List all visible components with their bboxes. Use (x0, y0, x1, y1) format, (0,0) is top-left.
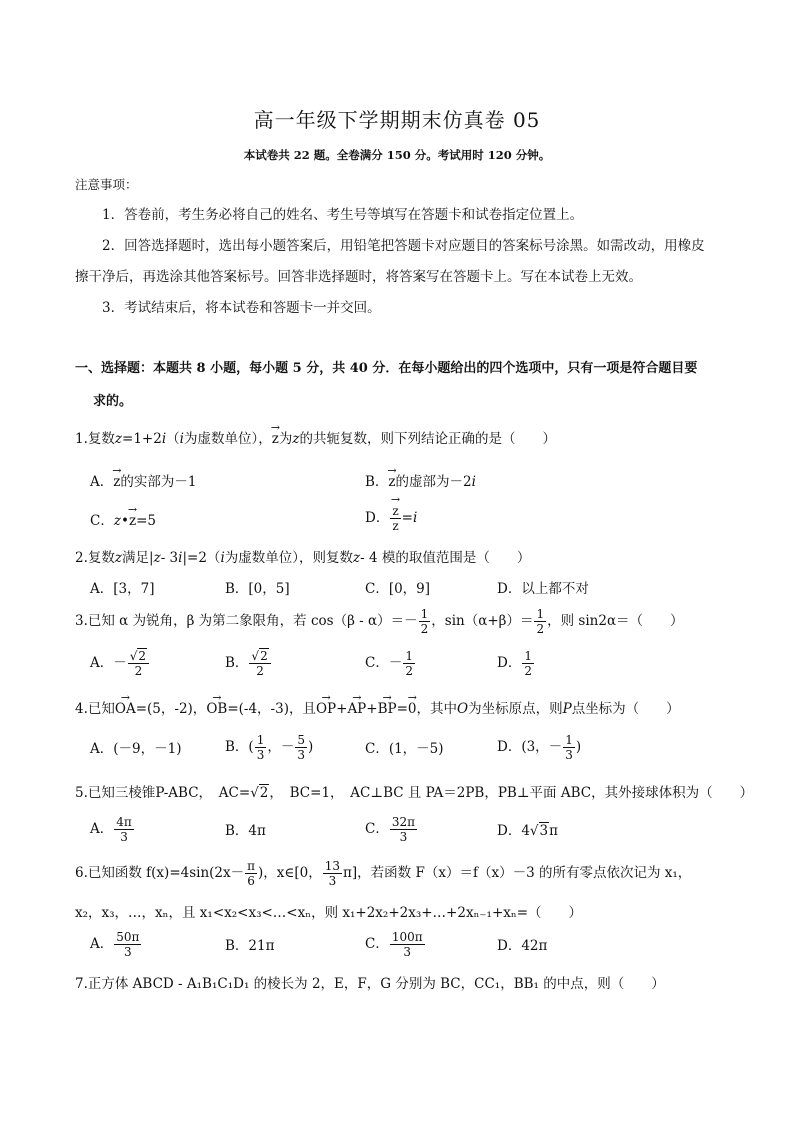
option-b: B．4π (225, 823, 266, 839)
option-d: D．42π (497, 938, 548, 954)
option-d: D．(3，－ $\frac{1}{3}$ ) (497, 733, 582, 762)
exam-info: 本试卷共 22 题。全卷满分 150 分。考试用时 120 分钟。 (243, 148, 551, 162)
option-b: B． $\frac{√2}{2}$ (225, 649, 272, 678)
option-d: D．以上都不对 (497, 581, 589, 597)
option-a: A．－ $\frac{√2}{2}$ (90, 649, 150, 678)
option-d: D． → $\frac{z}{z}$ =i (365, 504, 417, 533)
notice-item: 1．答卷前，考生务必将自己的姓名、考生号等填写在答题卡和试卷指定位置上。 (102, 207, 584, 223)
question-2-stem: 2.复数z满足|z- 3i|=2（i为虚数单位），则复数z- 4 模的取值范围是（ ） (75, 550, 531, 566)
page-title: 高一年级下学期期末仿真卷 05 (253, 108, 541, 132)
option-c: C．z•→ z=5 (90, 512, 156, 530)
option-c: C． $\frac{32\pi}{3}$ (365, 815, 415, 844)
notice-item: 擦干净后，再选涂其他答案标号。回答非选择题时，将答案写在答题卡上。写在本试卷上无效。 (75, 269, 642, 285)
option-a: A．[3，7] (90, 581, 155, 597)
section-heading: 一、选择题：本题共 8 小题，每小题 5 分，共 40 分．在每小题给出的四个选项中，只有一项是符合题目要 (75, 361, 698, 376)
option-b: B．21π (225, 938, 275, 954)
option-a: A． $\frac{50\pi}{3}$ (90, 930, 140, 959)
section-heading-cont: 求的。 (93, 394, 133, 409)
option-b: B．→ z的虚部为－2i (365, 473, 476, 491)
question-6-stem: 6.已知函数 f(x)=4sin(2x－ $\frac{\pi}{6}$ )，x∈[0， $\frac{13}{3}$ π]，若函数 F（x）＝f（x）－3 的所有零点依次记为 x₁， (75, 859, 692, 888)
option-c: C． $\frac{100\pi}{3}$ (365, 930, 423, 959)
option-a: A．(－9，－1) (90, 741, 182, 757)
notice-heading: 注意事项： (75, 177, 138, 192)
option-a: A． $\frac{4\pi}{3}$ (90, 815, 132, 844)
option-d: D． $\frac{1}{2}$ (497, 649, 532, 678)
option-c: C．[0，9] (365, 581, 431, 597)
question-5-stem: 5.已知三棱锥P-ABC， AC=√2， BC=1， AC⊥BC 且 PA＝2PB，PB⊥平面 ABC，其外接球体积为（ ） (75, 785, 754, 801)
option-a: A．→ z的实部为－1 (90, 473, 196, 491)
question-1-stem: 1.复数z=1+2i（i为虚数单位），→ z为z的共轭复数，则下列结论正确的是（ ） (75, 430, 556, 448)
question-7-stem: 7.正方体 ABCD - A₁B₁C₁D₁ 的棱长为 2，E，F，G 分别为 BC，CC₁，BB₁ 的中点，则（ ） (75, 976, 665, 992)
notice-item: 3．考试结束后，将本试卷和答题卡一并交回。 (102, 300, 381, 316)
option-b: B．[0，5] (225, 581, 290, 597)
notice-item: 2．回答选择题时，选出每小题答案后，用铅笔把答题卡对应题目的答案标号涂黑。如需改动，用橡皮 (102, 238, 705, 254)
option-c: C．－ $\frac{1}{2}$ (365, 649, 413, 678)
option-d: D．4√3π (497, 823, 558, 839)
option-b: B．( $\frac{1}{3}$ ，－ $\frac{5}{3}$ ) (225, 733, 314, 762)
question-3-stem: 3.已知 α 为锐角，β 为第二象限角，若 cos（β - α）＝－ $\frac{1}{2}$ ，sin（α+β）＝ $\frac{1}{2}$ ，则 sin2α＝（ ） (75, 607, 684, 636)
question-4-stem: 4.已知→ OA=(5，-2)，→ OB=(-4，-3)，且→ OP+→ AP+→ BP=→ 0，其中O为坐标原点，则P点坐标为（ ） (75, 700, 680, 718)
question-6-stem-cont: x₂，x₃，…，xₙ，且 x₁<x₂<x₃<…<xₙ，则 x₁+2x₂+2x₃+…+2xₙ₋₁+xₙ=（ ） (75, 905, 583, 921)
option-c: C．(1，－5) (365, 741, 444, 757)
